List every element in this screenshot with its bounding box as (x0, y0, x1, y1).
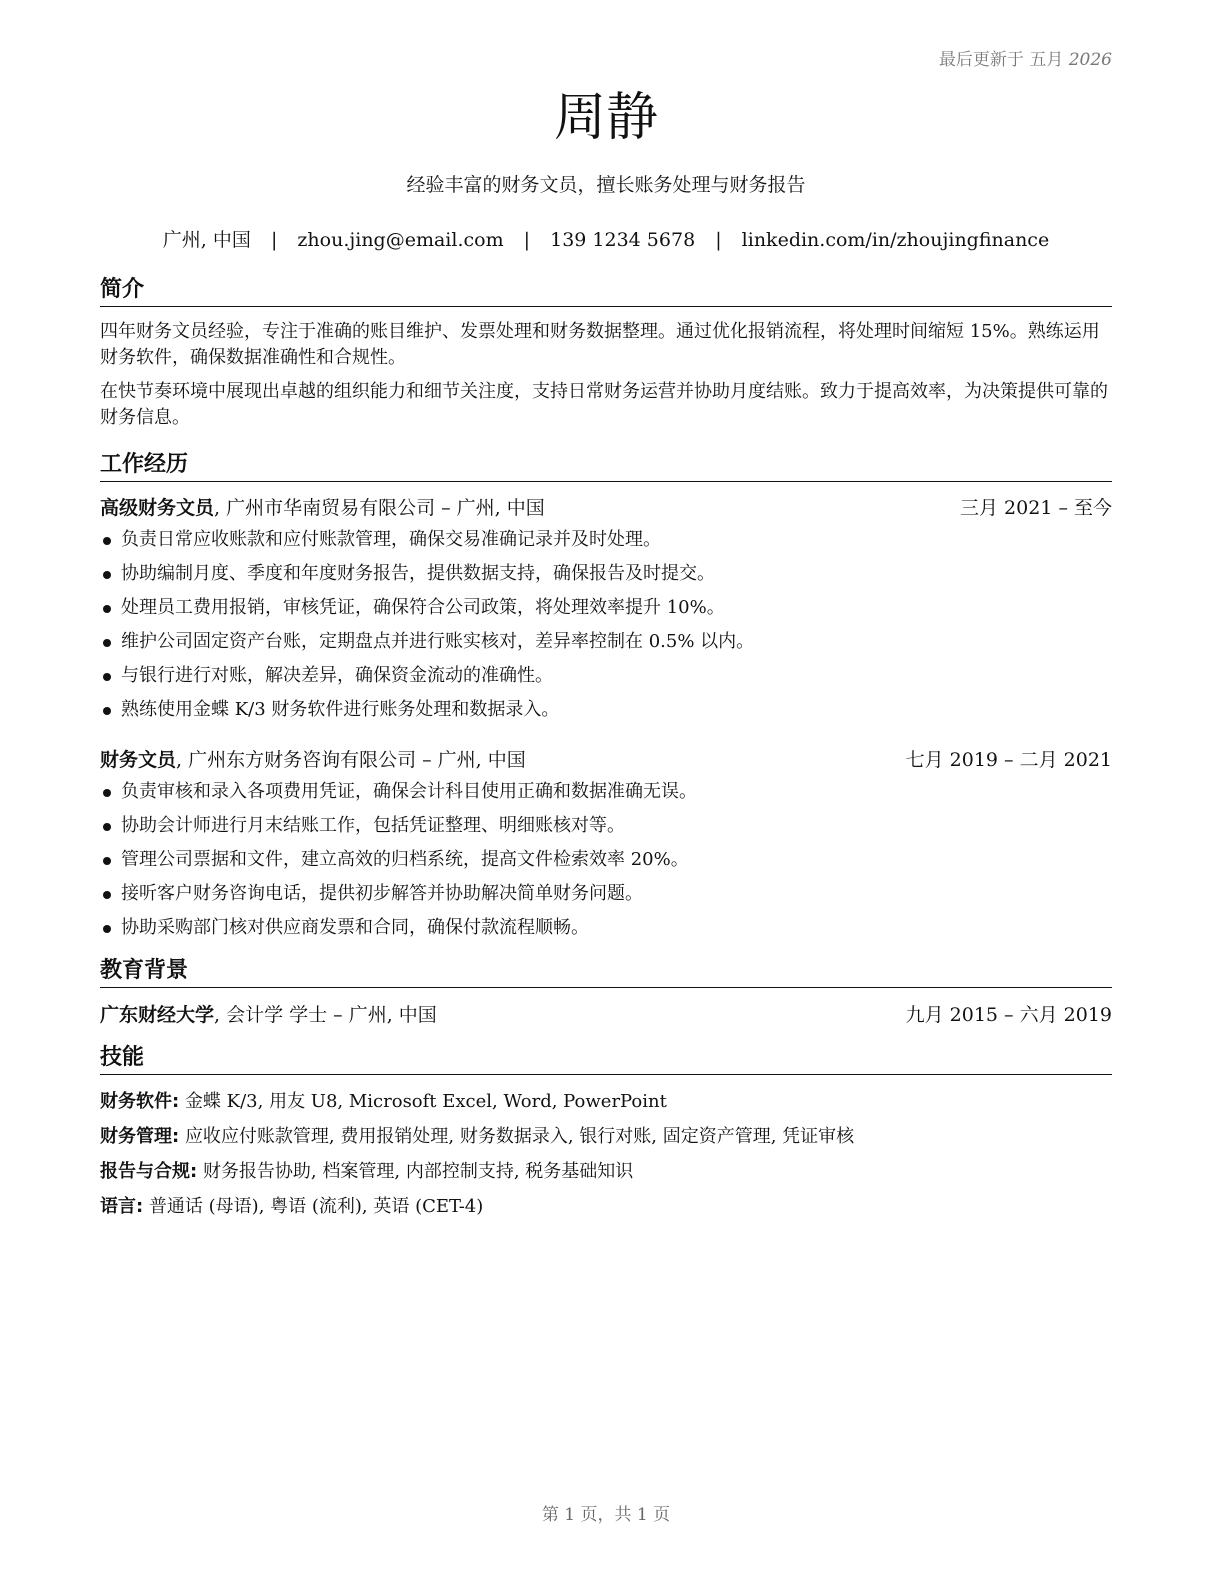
section-title-experience: 工作经历 (100, 450, 1112, 482)
job-role: 高级财务文员 (100, 497, 215, 519)
job-role: 财务文员 (100, 749, 177, 771)
list-item: 协助编制月度、季度和年度财务报告，提供数据支持，确保报告及时提交。 (100, 557, 1112, 591)
skill-value: 金蝶 K/3, 用友 U8, Microsoft Excel, Word, PowerPoint (184, 1091, 667, 1112)
contact-location: 广州, 中国 (162, 229, 251, 251)
tagline: 经验丰富的财务文员，擅长账务处理与财务报告 (406, 174, 806, 196)
list-item: 负责审核和录入各项费用凭证，确保会计科目使用正确和数据准确无误。 (100, 775, 1112, 809)
contact-line (100, 225, 1112, 252)
last-updated-year: 2026 (1068, 50, 1112, 70)
contact-separator: | (715, 229, 722, 251)
list-item: 负责日常应收账款和应付账款管理，确保交易准确记录并及时处理。 (100, 523, 1112, 557)
job-org: , 广州市华南贸易有限公司 – 广州, 中国 (214, 497, 545, 519)
contact-separator: | (523, 229, 531, 251)
job-header (100, 495, 1112, 521)
contact-separator: | (270, 229, 278, 251)
skill-label: 语言: (100, 1196, 144, 1217)
job-org: , 广州东方财务咨询有限公司 – 广州, 中国 (176, 749, 526, 771)
last-updated-label: 最后更新于 五月 (938, 50, 1064, 70)
summary-paragraph: 四年财务文员经验，专注于准确的账目维护、发票处理和财务数据整理。通过优化报销流程，将处理时间缩短 15%。熟练运用财务软件，确保数据准确性和合规性。 (100, 321, 1100, 368)
skill-value: 应收应付账款管理, 费用报销处理, 财务数据录入, 银行对账, 固定资产管理, 凭证审核 (184, 1126, 855, 1147)
list-item: 熟练使用金蝶 K/3 财务软件进行账务处理和数据录入。 (100, 693, 1112, 727)
resume-page (100, 0, 1112, 1584)
page-number: 第 1 页，共 1 页 (541, 1505, 671, 1525)
list-item: 处理员工费用报销，审核凭证，确保符合公司政策，将处理效率提升 10%。 (100, 591, 1112, 625)
list-item: 维护公司固定资产台账，定期盘点并进行账实核对，差异率控制在 0.5% 以内。 (100, 625, 1112, 659)
skill-row (100, 1189, 1112, 1224)
list-item: 协助会计师进行月末结账工作，包括凭证整理、明细账核对等。 (100, 809, 1112, 843)
education-dates: 九月 2015 – 六月 2019 (905, 1004, 1112, 1026)
list-item: 协助采购部门核对供应商发票和合同，确保付款流程顺畅。 (100, 911, 1112, 945)
summary-section (100, 275, 1112, 431)
skills-list (100, 1084, 1112, 1224)
skill-label: 财务软件: (100, 1091, 180, 1112)
job-entry (100, 495, 1112, 727)
degree-detail: , 会计学 学士 – 广州, 中国 (214, 1004, 437, 1026)
last-updated (939, 45, 1112, 70)
skill-row (100, 1084, 1112, 1119)
job-entry (100, 747, 1112, 945)
contact-linkedin[interactable]: linkedin.com/in/zhoujingfinance (741, 229, 1050, 251)
job-dates: 三月 2021 – 至今 (960, 497, 1112, 519)
skill-value: 普通话 (母语), 粤语 (流利), 英语 (CET-4) (148, 1196, 484, 1217)
experience-section (100, 450, 1112, 945)
skills-section (100, 1043, 1112, 1224)
list-item: 与银行进行对账，解决差异，确保资金流动的准确性。 (100, 659, 1112, 693)
skill-value: 财务报告协助, 档案管理, 内部控制支持, 税务基础知识 (202, 1161, 634, 1182)
skill-row (100, 1119, 1112, 1154)
skill-label: 报告与合规: (100, 1161, 198, 1182)
contact-email[interactable]: zhou.jing@email.com (297, 229, 504, 251)
job-bullets (100, 775, 1112, 945)
section-title-education: 教育背景 (100, 956, 1112, 988)
job-bullets (100, 523, 1112, 727)
skill-label: 财务管理: (100, 1126, 180, 1147)
summary-paragraph: 在快节奏环境中展现出卓越的组织能力和细节关注度，支持日常财务运营并协助月度结账。致力于提高效率，为决策提供可靠的财务信息。 (100, 381, 1108, 428)
list-item: 管理公司票据和文件，建立高效的归档系统，提高文件检索效率 20%。 (100, 843, 1112, 877)
school-name: 广东财经大学 (100, 1004, 215, 1026)
skill-row (100, 1154, 1112, 1189)
candidate-name: 周静 (553, 88, 658, 148)
list-item: 接听客户财务咨询电话，提供初步解答并协助解决简单财务问题。 (100, 877, 1112, 911)
section-title-summary: 简介 (100, 275, 1112, 307)
education-entry (100, 1002, 1112, 1028)
education-section (100, 956, 1112, 1028)
section-title-skills: 技能 (100, 1043, 1112, 1075)
job-header (100, 747, 1112, 773)
contact-phone: 139 1234 5678 (550, 229, 696, 251)
job-dates: 七月 2019 – 二月 2021 (905, 749, 1112, 771)
